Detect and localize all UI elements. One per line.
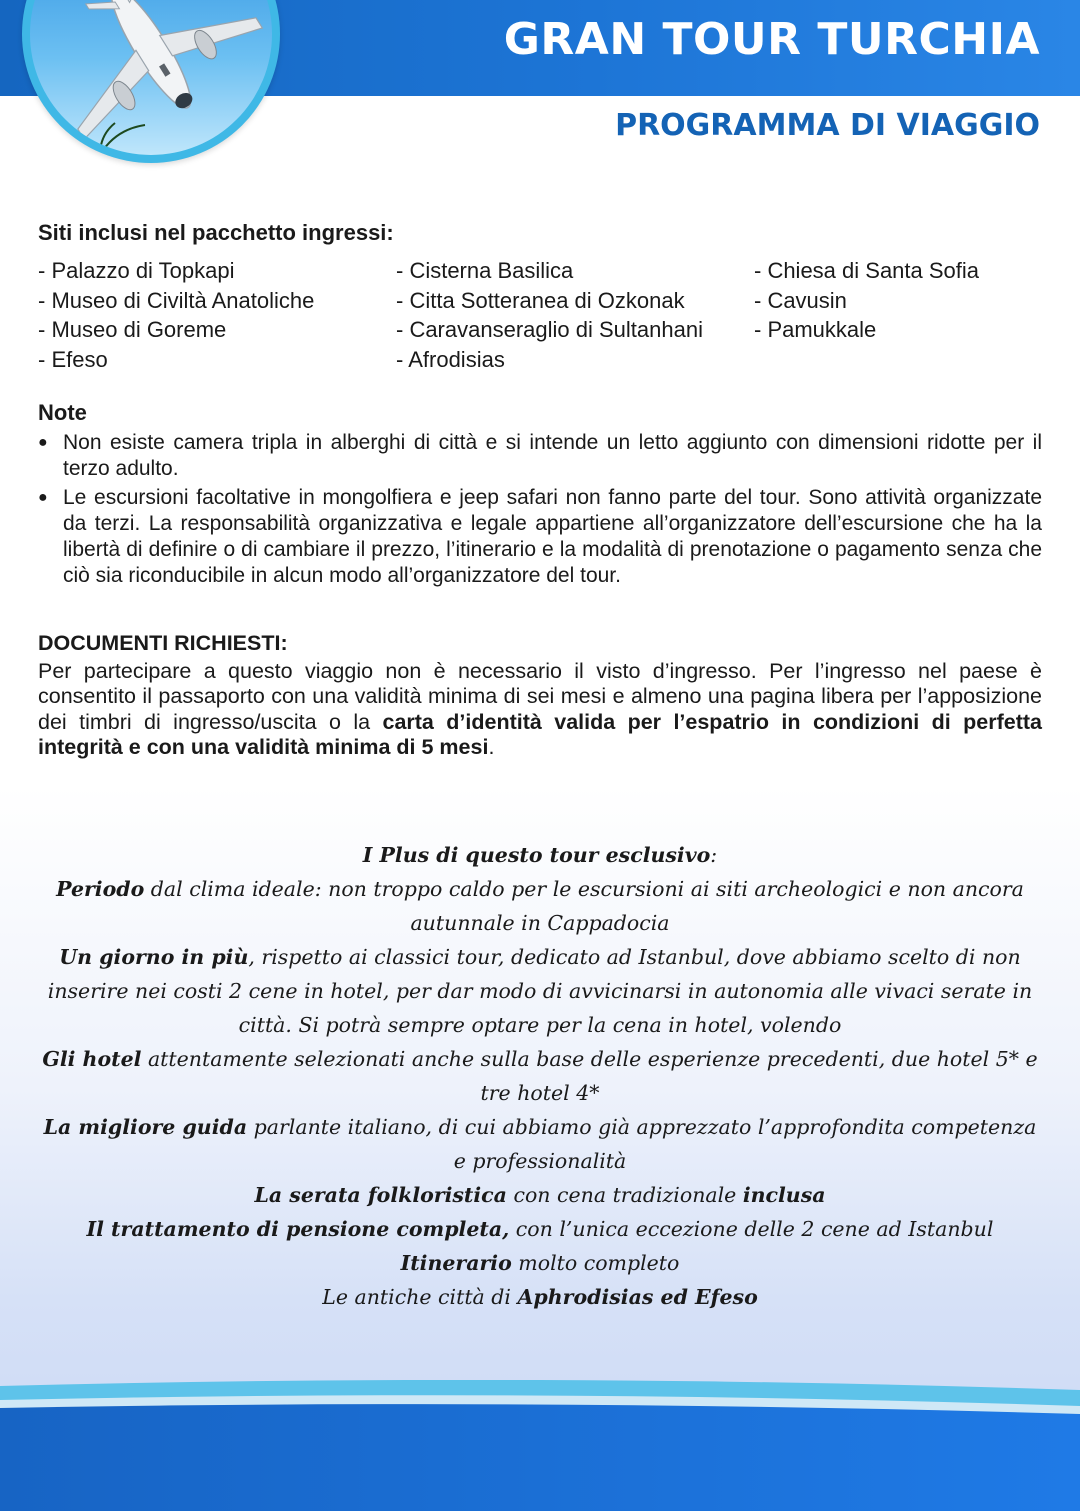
subtitle: PROGRAMMA DI VIAGGIO: [615, 108, 1040, 143]
airplane-icon: [30, 0, 272, 155]
plus-item-bold: La migliore guida: [43, 1115, 248, 1139]
site-item: - Cavusin: [754, 287, 847, 313]
sites-list: [38, 256, 1042, 374]
plus-item-text: dal clima ideale: non troppo caldo per le escursioni ai siti archeologici e non ancora autunnale in Cappadocia: [144, 877, 1024, 935]
note-text: Le escursioni facoltative in mongolfiera e jeep safari non fanno parte del tour. Sono attività organizzate da terzi. La responsabilità organizzativa e legale appartiene all’organizzatore dell’escursione che ha la libertà di definire o di cambiare il prezzo, l’itinerario e la modalità di prenotazione o pagamento senza che ciò sia riconducibile in alcun modo all’organizzatore del tour.: [63, 486, 1042, 587]
plus-item-bold: Il trattamento di pensione completa,: [86, 1217, 510, 1241]
notes-list: [38, 430, 1042, 589]
bullet-icon: ●: [38, 489, 48, 506]
plus-item: [40, 1280, 1040, 1314]
footer-wave: [0, 1380, 1080, 1511]
site-item: - Museo di Goreme: [38, 317, 227, 342]
plus-item-text: , rispetto ai classici tour, dedicato ad Istanbul, dove abbiamo scelto di non inserire nei costi 2 cene in hotel, per dar modo di avvicinarsi in autonomia alle vivaci serate in città. Si potrà sempre optare per la cena in hotel, volendo: [47, 945, 1033, 1037]
plus-item: [40, 1178, 1040, 1212]
site-item: - Citta Sotteranea di Ozkonak: [396, 287, 685, 313]
plus-item-text: molto completo: [511, 1251, 680, 1275]
note-text: Non esiste camera tripla in alberghi di città e si intende un letto aggiunto con dimensioni ridotte per il terzo adulto.: [63, 431, 1042, 480]
plus-item-text: attentamente selezionati anche sulla base delle esperienze precedenti, due hotel 5* e tre hotel 4*: [141, 1047, 1038, 1105]
note-item: [38, 430, 1042, 482]
plus-item: [40, 1110, 1040, 1178]
sites-section: [38, 220, 1042, 374]
site-item: - Palazzo di Topkapi: [38, 258, 235, 283]
site-item: - Afrodisias: [396, 346, 505, 372]
content: [38, 220, 1042, 761]
notes-section: [38, 400, 1042, 589]
sites-column-2: [396, 256, 754, 374]
plus-item-bold: La serata folkloristica: [254, 1183, 507, 1207]
site-item: - Cisterna Basilica: [396, 258, 574, 283]
sites-column-3: [754, 256, 1042, 374]
plus-item: [40, 1212, 1040, 1246]
logo-badge: [22, 0, 280, 163]
site-item: - Museo di Civiltà Anatoliche: [38, 287, 315, 313]
plus-item-text: parlante italiano, di cui abbiamo già apprezzato l’approfondita competenza e professionalità: [247, 1115, 1037, 1173]
plus-item-text: con cena tradizionale: [506, 1183, 743, 1207]
sites-heading: Siti inclusi nel pacchetto ingressi:: [38, 220, 394, 245]
documents-text: [38, 659, 1042, 761]
documents-text-main: Per partecipare a questo viaggio non è necessario il visto d’ingresso. Per l’ingresso nel paese è consentito il passaporto con una validità minima di sei mesi e almeno una pagina libera per l’apposizione dei timbri di ingresso/uscita o la: [38, 658, 1042, 734]
documents-text-bold: carta d’identità valida per l’espatrio in condizioni di perfetta integrità e con una validità minima di 5 mesi: [38, 709, 1042, 759]
documents-text-end: .: [488, 735, 495, 759]
plus-item: [40, 940, 1040, 1042]
plus-item-text: Le antiche città di: [322, 1285, 518, 1309]
site-item: - Efeso: [38, 346, 108, 372]
plus-title-colon: :: [710, 843, 718, 867]
documents-heading: DOCUMENTI RICHIESTI:: [38, 631, 288, 655]
plus-title-text: I Plus di questo tour esclusivo: [362, 843, 711, 867]
plus-title: [40, 838, 1040, 872]
plus-item: [40, 1042, 1040, 1110]
documents-section: [38, 631, 1042, 761]
plus-item: [40, 1246, 1040, 1280]
site-item: - Chiesa di Santa Sofia: [754, 258, 980, 283]
bullet-icon: ●: [38, 434, 48, 451]
plus-section: [40, 838, 1040, 1314]
site-item: - Caravanseraglio di Sultanhani: [396, 317, 703, 342]
page-title: GRAN TOUR TURCHIA: [503, 14, 1040, 65]
site-item: - Pamukkale: [754, 317, 877, 342]
plus-item-bold: Periodo: [56, 877, 145, 901]
notes-heading: Note: [38, 400, 87, 425]
plus-item-bold: Aphrodisias ed Efeso: [517, 1285, 758, 1309]
sites-column-1: [38, 256, 396, 374]
plus-item-bold: Itinerario: [400, 1251, 512, 1275]
plus-item-bold: Gli hotel: [42, 1047, 142, 1071]
plus-item-text: con l’unica eccezione delle 2 cene ad Istanbul: [509, 1217, 994, 1241]
note-item: [38, 485, 1042, 589]
plus-item-bold: Un giorno in più: [59, 945, 249, 969]
plus-item-bold: inclusa: [742, 1183, 826, 1207]
plus-item: [40, 872, 1040, 940]
